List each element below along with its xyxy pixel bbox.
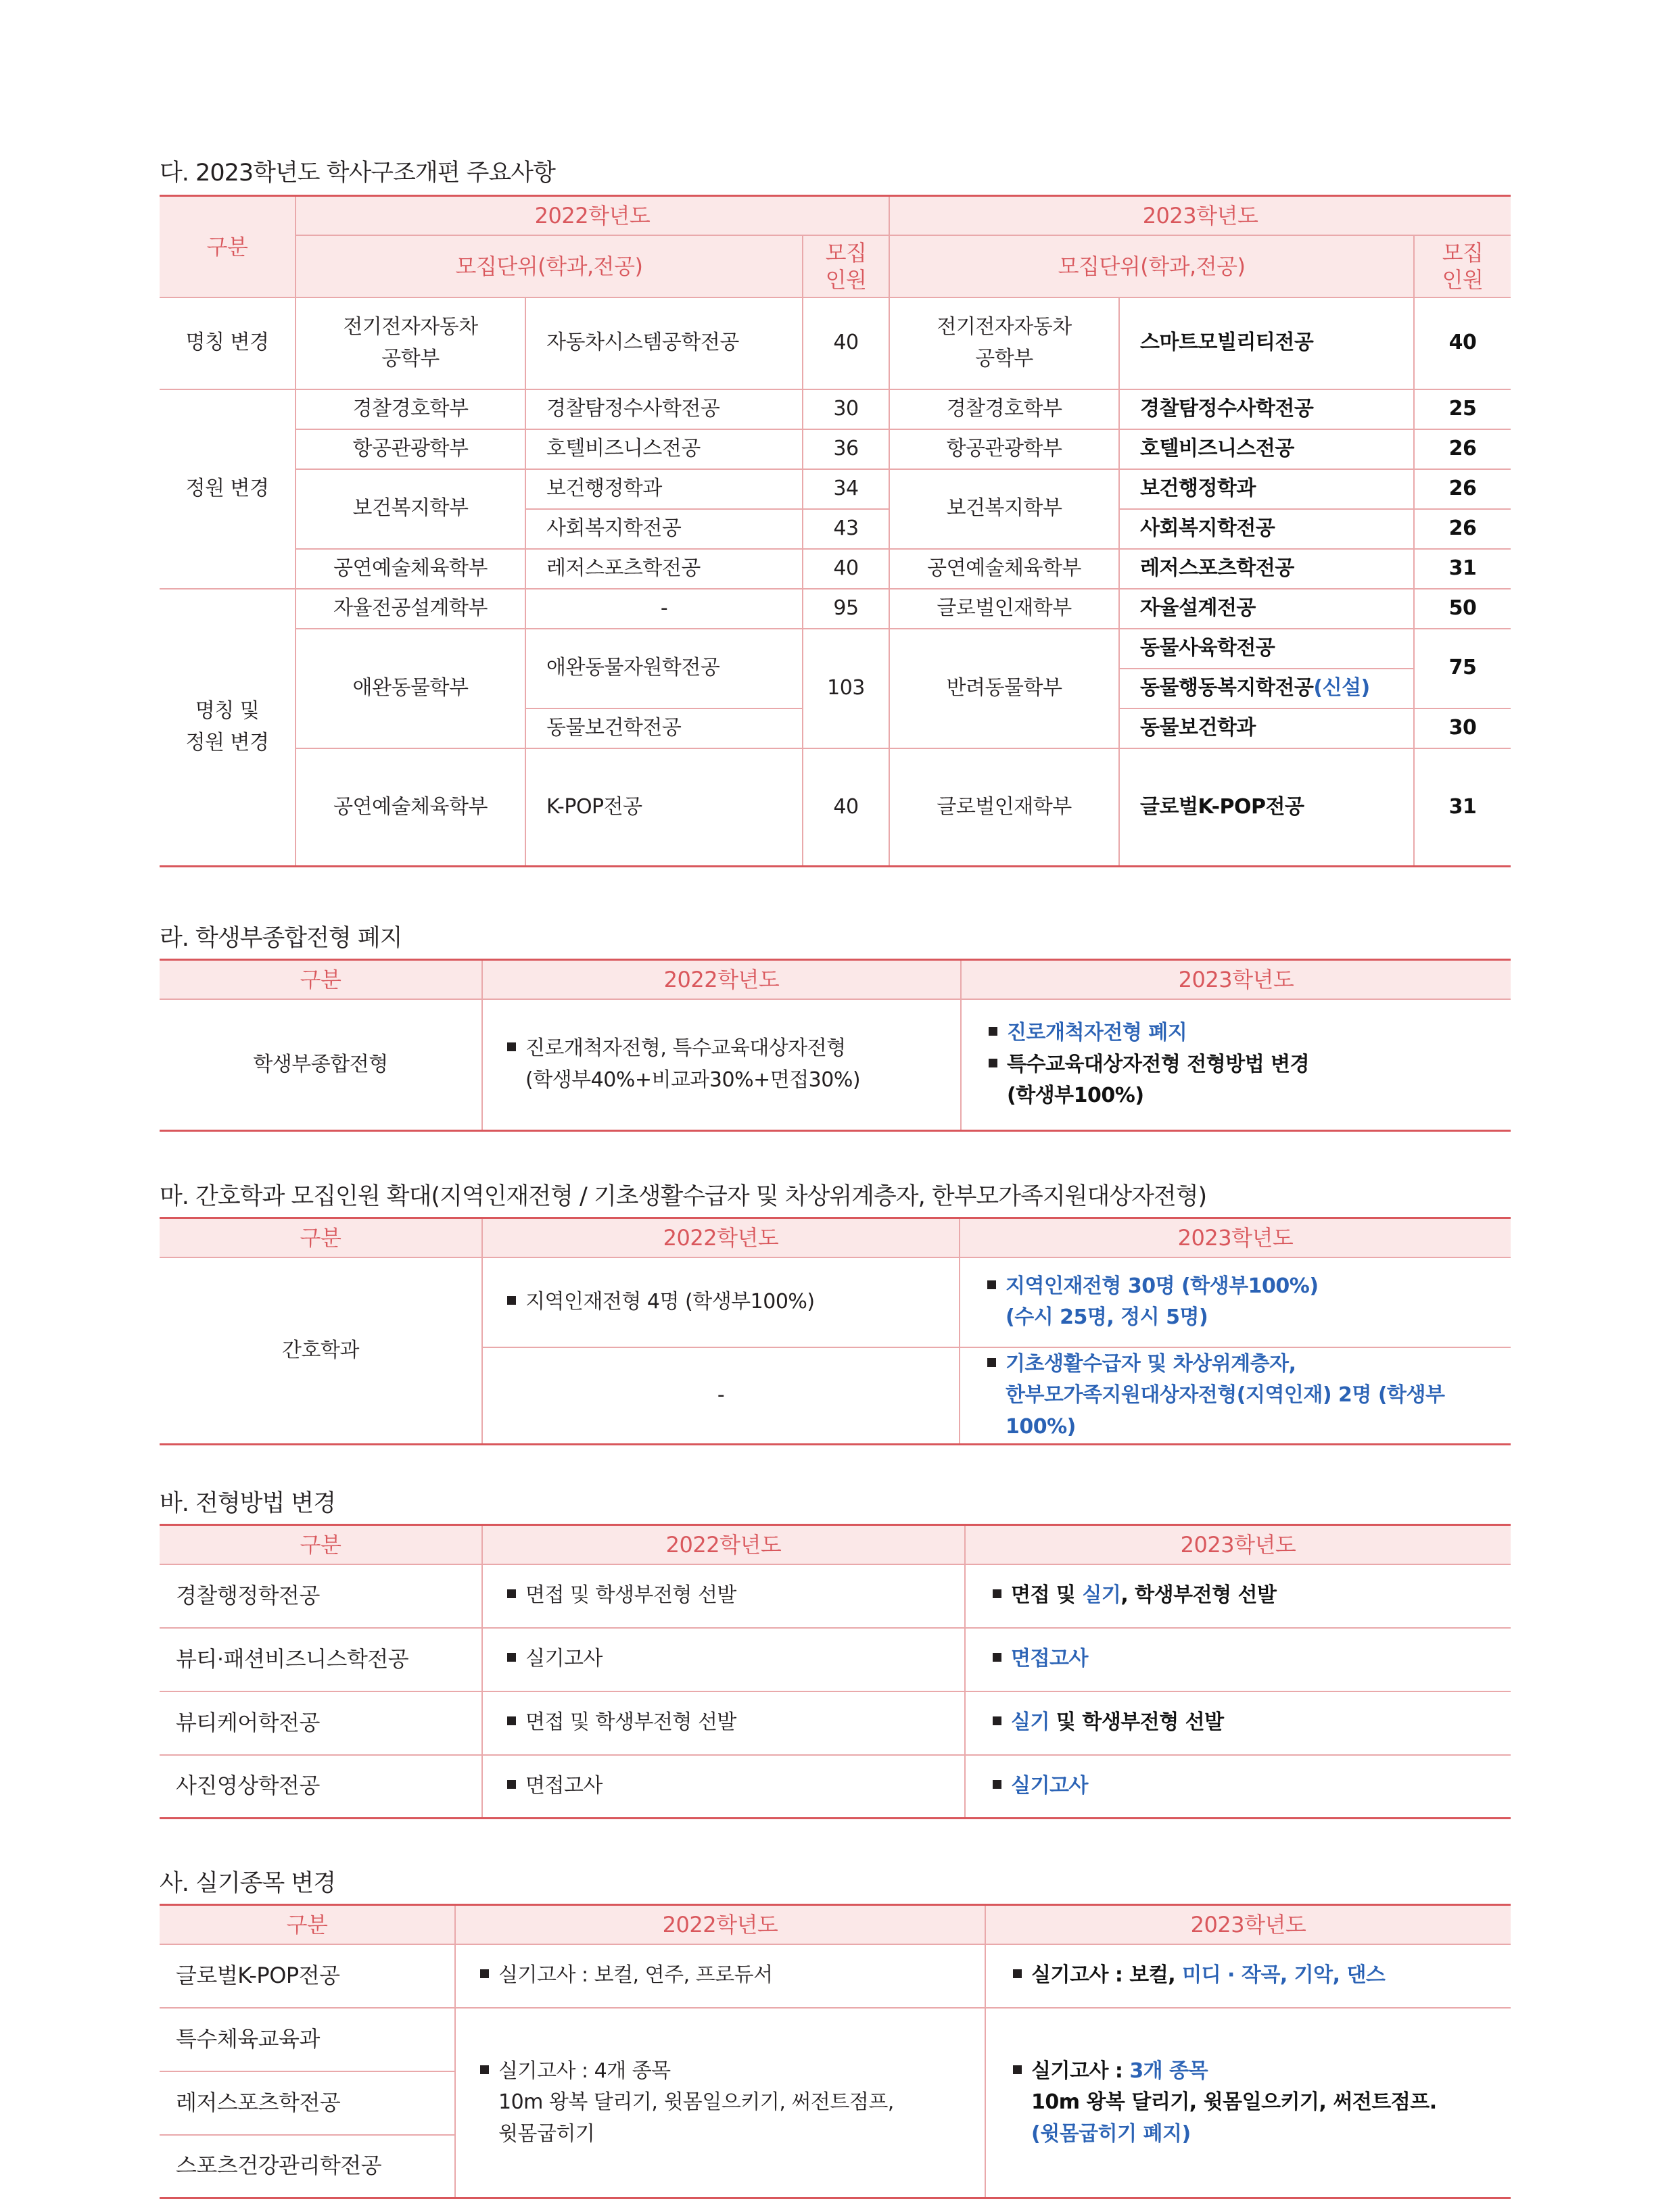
square-bullet-icon (989, 1059, 997, 1067)
count-2022: 40 (803, 748, 889, 867)
cell-2022: - (482, 1347, 960, 1445)
dept-2023: 전기전자자동차 공학부 (889, 297, 1119, 389)
cell-2023: 실기고사 (965, 1755, 1511, 1819)
cell-2023: 실기고사 : 3개 종목 10m 왕복 달리기, 윗몸일으키기, 써전트점프. (윗몸굽히기 폐지) (985, 2008, 1511, 2198)
count-2022: 34 (803, 469, 889, 509)
square-bullet-icon (1013, 2065, 1022, 2074)
count-2022: 43 (803, 509, 889, 549)
square-bullet-icon (987, 1358, 996, 1367)
major-2022: 사회복지학전공 (525, 509, 803, 549)
major-2023: 동물행동복지학전공(신설) (1119, 669, 1414, 708)
row-label: 간호학과 (160, 1257, 482, 1445)
table-row (160, 549, 1511, 589)
section-title-sa: 사. 실기종목 변경 (160, 1870, 336, 1897)
major-2023: 사회복지학전공 (1119, 509, 1414, 549)
major-2022: 자동차시스템공학전공 (525, 297, 803, 389)
table-row (160, 589, 1511, 629)
square-bullet-icon (507, 1589, 516, 1598)
cell-2023: 면접 및 실기, 학생부전형 선발 (965, 1564, 1511, 1628)
row-label: 글로벌K-POP전공 (160, 1944, 455, 2008)
square-bullet-icon (507, 1780, 516, 1789)
cell-2023: 실기 및 학생부전형 선발 (965, 1691, 1511, 1755)
new-badge: (신설) (1313, 675, 1370, 700)
dept-2023: 경찰경호학부 (889, 389, 1119, 429)
table-row (160, 999, 1511, 1131)
group-label: 명칭 변경 (160, 297, 296, 389)
count-2023: 30 (1414, 708, 1511, 748)
table-row (160, 1755, 1511, 1819)
major-2023: 레저스포츠학전공 (1119, 549, 1414, 589)
count-2023: 26 (1414, 469, 1511, 509)
cell-2022: 면접 및 학생부전형 선발 (482, 1564, 965, 1628)
square-bullet-icon (987, 1280, 996, 1289)
header-2022: 2022학년도 (296, 196, 889, 235)
count-2023: 26 (1414, 429, 1511, 469)
count-2022: 30 (803, 389, 889, 429)
cell-2023: 면접고사 (965, 1628, 1511, 1691)
count-2023: 40 (1414, 297, 1511, 389)
major-2023: 호텔비즈니스전공 (1119, 429, 1414, 469)
row-label: 뷰티케어학전공 (160, 1691, 482, 1755)
cell-2023: 기초생활수급자 및 차상위계층자, 한부모가족지원대상자전형(지역인재) 2명 (학생부100%) (960, 1347, 1511, 1445)
square-bullet-icon (507, 1042, 516, 1051)
major-2023: 경찰탐정수사학전공 (1119, 389, 1414, 429)
header-2022: 2022학년도 (455, 1905, 985, 1944)
major-2022: 동물보건학전공 (525, 708, 803, 748)
square-bullet-icon (989, 1027, 997, 1036)
major-2022: 경찰탐정수사학전공 (525, 389, 803, 429)
major-2022: K-POP전공 (525, 748, 803, 867)
dept-2023: 반려동물학부 (889, 629, 1119, 748)
table-row (160, 297, 1511, 389)
table-row (160, 629, 1511, 669)
square-bullet-icon (507, 1296, 516, 1305)
major-2023: 동물사육학전공 (1119, 629, 1414, 669)
major-2022: 호텔비즈니스전공 (525, 429, 803, 469)
row-label: 특수체육교육과 (160, 2008, 455, 2071)
cell-2023: 실기고사 : 보컬, 미디 · 작곡, 기악, 댄스 (985, 1944, 1511, 2008)
header-2023: 2023학년도 (965, 1525, 1511, 1564)
major-2023: 글로벌K-POP전공 (1119, 748, 1414, 867)
dept-2022: 전기전자자동차 공학부 (296, 297, 525, 389)
table-row (160, 429, 1511, 469)
section-title-ma: 마. 간호학과 모집인원 확대(지역인재전형 / 기초생활수급자 및 차상위계층자, 한부모가족지원대상자전형) (160, 1183, 1207, 1210)
major-2023: 스마트모빌리티전공 (1119, 297, 1414, 389)
row-label: 학생부종합전형 (160, 999, 482, 1131)
header-gubun: 구분 (160, 1218, 482, 1257)
square-bullet-icon (993, 1589, 1001, 1598)
header-count-2023: 모집 인원 (1414, 235, 1511, 297)
dept-2022: 경찰경호학부 (296, 389, 525, 429)
table-row (160, 1628, 1511, 1691)
table-row (160, 748, 1511, 867)
square-bullet-icon (507, 1653, 516, 1662)
square-bullet-icon (993, 1780, 1001, 1789)
cell-2022: 실기고사 (482, 1628, 965, 1691)
cell-2022: 실기고사 : 보컬, 연주, 프로듀서 (455, 1944, 985, 2008)
cell-2022: 면접 및 학생부전형 선발 (482, 1691, 965, 1755)
count-2023: 50 (1414, 589, 1511, 629)
header-unit-2022: 모집단위(학과,전공) (296, 235, 803, 297)
practical-table (160, 1904, 1511, 2199)
square-bullet-icon (480, 2065, 489, 2074)
dept-2022: 자율전공설계학부 (296, 589, 525, 629)
section-title-ba: 바. 전형방법 변경 (160, 1490, 336, 1517)
count-2023: 75 (1414, 629, 1511, 708)
row-label: 사진영상학전공 (160, 1755, 482, 1819)
structure-table (160, 195, 1511, 867)
row-label: 뷰티·패션비즈니스학전공 (160, 1628, 482, 1691)
cell-2022: 실기고사 : 4개 종목 10m 왕복 달리기, 윗몸일으키기, 써전트점프, 윗몸굽히기 (455, 2008, 985, 2198)
square-bullet-icon (507, 1716, 516, 1725)
row-label: 레저스포츠학전공 (160, 2071, 455, 2135)
header-2022: 2022학년도 (482, 1218, 960, 1257)
section-title-da: 다. 2023학년도 학사구조개편 주요사항 (160, 160, 555, 187)
nursing-table (160, 1217, 1511, 1445)
dept-2023: 글로벌인재학부 (889, 748, 1119, 867)
header-gubun: 구분 (160, 1525, 482, 1564)
header-gubun: 구분 (160, 960, 482, 999)
table-row (160, 389, 1511, 429)
square-bullet-icon (480, 1969, 489, 1978)
count-2022: 103 (803, 629, 889, 748)
table-row (160, 1257, 1511, 1347)
header-2023: 2023학년도 (889, 196, 1511, 235)
cell-2023: 진로개척자전형 폐지 특수교육대상자전형 전형방법 변경 (학생부100%) (961, 999, 1511, 1131)
count-2022: 36 (803, 429, 889, 469)
header-2022: 2022학년도 (482, 1525, 965, 1564)
dept-2023: 항공관광학부 (889, 429, 1119, 469)
header-count-2022: 모집 인원 (803, 235, 889, 297)
dept-2022: 공연예술체육학부 (296, 549, 525, 589)
table-row (160, 1564, 1511, 1628)
cell-2022: 지역인재전형 4명 (학생부100%) (482, 1257, 960, 1347)
dept-2023: 보건복지학부 (889, 469, 1119, 549)
major-2023: 자율설계전공 (1119, 589, 1414, 629)
header-2023: 2023학년도 (961, 960, 1511, 999)
dept-2022: 애완동물학부 (296, 629, 525, 748)
header-2023: 2023학년도 (960, 1218, 1511, 1257)
group-label: 정원 변경 (160, 389, 296, 589)
major-2023: 동물보건학과 (1119, 708, 1414, 748)
count-2023: 31 (1414, 549, 1511, 589)
cell-2023: 지역인재전형 30명 (학생부100%) (수시 25명, 정시 5명) (960, 1257, 1511, 1347)
square-bullet-icon (993, 1653, 1001, 1662)
major-2022: 애완동물자원학전공 (525, 629, 803, 708)
major-2023: 보건행정학과 (1119, 469, 1414, 509)
major-2022: 보건행정학과 (525, 469, 803, 509)
cell-2022: 진로개척자전형, 특수교육대상자전형 (학생부40%+비교과30%+면접30%) (482, 999, 961, 1131)
cell-2022: 면접고사 (482, 1755, 965, 1819)
header-2023: 2023학년도 (985, 1905, 1511, 1944)
major-2022: - (525, 589, 803, 629)
dept-2022: 공연예술체육학부 (296, 748, 525, 867)
dept-2023: 공연예술체육학부 (889, 549, 1119, 589)
table-row (160, 1944, 1511, 2008)
count-2023: 31 (1414, 748, 1511, 867)
header-unit-2023: 모집단위(학과,전공) (889, 235, 1414, 297)
square-bullet-icon (1013, 1969, 1022, 1978)
row-label: 경찰행정학전공 (160, 1564, 482, 1628)
table-row (160, 1691, 1511, 1755)
method-table (160, 1524, 1511, 1819)
header-2022: 2022학년도 (482, 960, 961, 999)
count-2023: 26 (1414, 509, 1511, 549)
square-bullet-icon (993, 1716, 1001, 1725)
header-gubun: 구분 (160, 1905, 455, 1944)
student-record-table (160, 959, 1511, 1132)
count-2022: 40 (803, 549, 889, 589)
section-title-ra: 라. 학생부종합전형 폐지 (160, 925, 402, 952)
dept-2022: 항공관광학부 (296, 429, 525, 469)
table-row (160, 2008, 1511, 2071)
header-gubun: 구분 (160, 196, 296, 297)
major-2022: 레저스포츠학전공 (525, 549, 803, 589)
count-2022: 40 (803, 297, 889, 389)
table-row (160, 469, 1511, 509)
dept-2023: 글로벌인재학부 (889, 589, 1119, 629)
row-label: 스포츠건강관리학전공 (160, 2135, 455, 2198)
count-2023: 25 (1414, 389, 1511, 429)
group-label: 명칭 및 정원 변경 (160, 589, 296, 867)
dept-2022: 보건복지학부 (296, 469, 525, 549)
count-2022: 95 (803, 589, 889, 629)
